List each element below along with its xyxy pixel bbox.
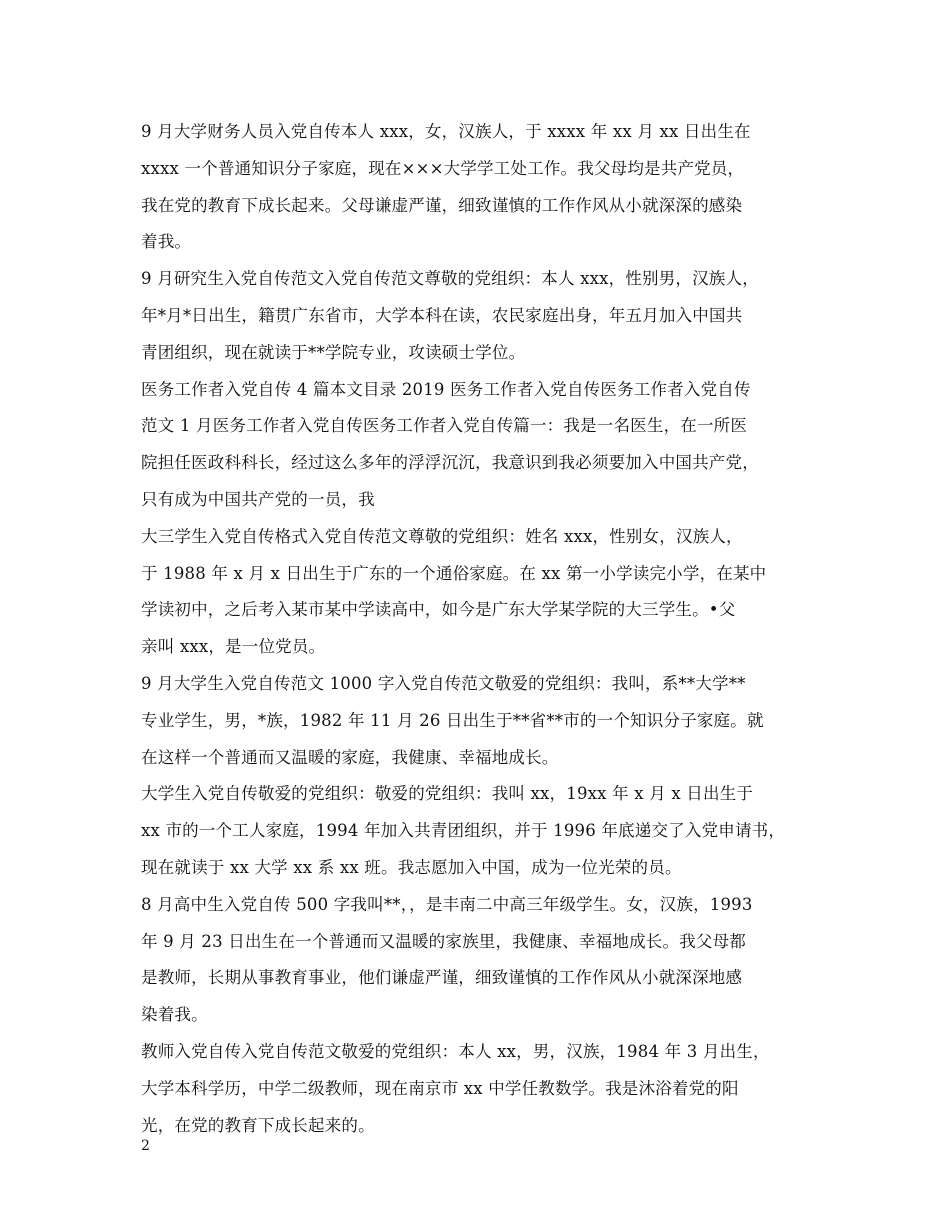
text-line: 亲叫 xxx，是一位党员。 (141, 637, 326, 657)
paragraph-teacher (141, 1034, 811, 1144)
text-line: 着我。 (141, 232, 192, 252)
page-number: 2 (141, 1138, 150, 1154)
text-line: 我在党的教育下成长起来。父母谦虚严谨，细致谨慎的工作作风从小就深深的感染 (141, 195, 743, 215)
text-line: 年*月*日出生，籍贯广东省市，大学本科在读，农民家庭出身，年五月加入中国共 (141, 305, 743, 325)
text-line: 大学本科学历，中学二级教师，现在南京市 xx 中学任教数学。我是沐浴着党的阳 (141, 1078, 739, 1098)
paragraph-university-student (141, 776, 811, 886)
text-line: 9 月大学财务人员入党自传本人 xxx，女，汉族人，于 xxxx 年 xx 月 xx 日出生在 (141, 122, 751, 141)
paragraph-university-student-1000 (141, 666, 811, 776)
text-line: 院担任医政科科长，经过这么多年的浮浮沉沉，我意识到我必须要加入中国共产党， (141, 453, 759, 473)
document-body (141, 114, 811, 1144)
text-line: 8 月高中生入党自传 500 字我叫**，，是丰南二中高三年级学生。女，汉族，1993 (141, 894, 753, 914)
text-line: 9 月研究生入党自传范文入党自传范文尊敬的党组织：本人 xxx，性别男，汉族人， (141, 269, 759, 289)
text-line: xx 市的一个工人家庭，1994 年加入共青团组织，并于 1996 年底递交了入党申请书， (141, 821, 786, 841)
text-line: 9 月大学生入党自传范文 1000 字入党自传范文敬爱的党组织：我叫，系**大学** (141, 673, 746, 693)
text-line: 大学生入党自传敬爱的党组织：敬爱的党组织：我叫 xx，19xx 年 x 月 x 日出生于 (141, 784, 754, 804)
paragraph-medical-worker (141, 372, 811, 519)
text-line: 光，在党的教育下成长起来的。 (141, 1115, 375, 1135)
text-line: 只有成为中国共产党的一员，我 (141, 489, 375, 509)
text-line: 教师入党自传入党自传范文敬爱的党组织：本人 xx，男，汉族，1984 年 3 月出生， (141, 1041, 770, 1061)
text-line: xxxx 一个普通知识分子家庭，现在×××大学学工处工作。我父母均是共产党员， (141, 158, 745, 178)
text-line: 学读初中，之后考入某市某中学读高中，如今是广东大学某学院的大三学生。•父 (141, 600, 736, 620)
paragraph-graduate-student (141, 261, 811, 371)
paragraph-finance-staff (141, 114, 811, 261)
text-line: 范文 1 月医务工作者入党自传医务工作者入党自传篇一：我是一名医生，在一所医 (141, 416, 748, 436)
text-line: 染着我。 (141, 1005, 208, 1025)
paragraph-junior-student (141, 519, 811, 666)
text-line: 在这样一个普通而又温暖的家庭，我健康、幸福地成长。 (141, 747, 559, 767)
text-line: 大三学生入党自传格式入党自传范文尊敬的党组织：姓名 xxx，性别女，汉族人， (141, 526, 743, 546)
text-line: 青团组织，现在就读于**学院专业，攻读硕士学位。 (141, 342, 526, 362)
text-line: 于 1988 年 x 月 x 日出生于广东的一个通俗家庭。在 xx 第一小学读完小学，在某中 (141, 563, 767, 583)
text-line: 专业学生，男，*族，1982 年 11 月 26 日出生于**省**市的一个知识分子家庭。就 (141, 710, 764, 730)
paragraph-high-school-student (141, 887, 811, 1034)
text-line: 是教师，长期从事教育事业，他们谦虚严谨，细致谨慎的工作作风从小就深深地感 (141, 968, 743, 988)
text-line: 医务工作者入党自传 4 篇本文目录 2019 医务工作者入党自传医务工作者入党自传 (141, 379, 751, 399)
text-line: 现在就读于 xx 大学 xx 系 xx 班。我志愿加入中国，成为一位光荣的员。 (141, 857, 682, 877)
text-line: 年 9 月 23 日出生在一个普通而又温暖的家族里，我健康、幸福地成长。我父母都 (141, 931, 746, 951)
